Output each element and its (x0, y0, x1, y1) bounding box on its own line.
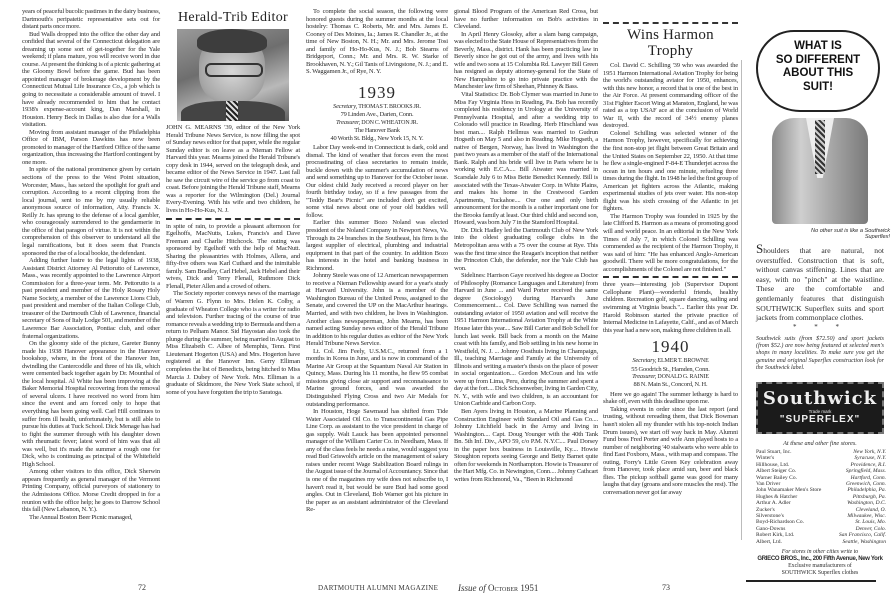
store-city: Hartford, Conn. (850, 474, 886, 481)
suit-illustration (768, 112, 872, 226)
secretary-name: THOMAS T. BROOKS JR. (358, 103, 421, 110)
southwick-label-logo (756, 382, 884, 434)
section-divider (166, 218, 300, 220)
secretary-name: ELMER T. BROWNE (657, 358, 709, 365)
col5-paragraph: three years—interesting job (Supervisor Dupont Cellophane Plant)—wonderful friends, healthy children. Recreation golf, square dancing, sailing and swimming at Virginia beach."... Earlier this year Dr. Harold Robinson started the private practice of Internal Medicine in Lafayette, Calif., and as of March this year had a new son, making three children in all. (603, 281, 738, 334)
col3-paragraph: Lt. Col. Jim Feely, U.S.M.C., returned from a 1 months in Korea in June, and is now in command of the Marine Air Group at the Squantum Naval Air Station in Quincy, Mass. During his 11 months, he flew 95 combat missions giving close air support and reconnaissance to Marine ground forces, and was awarded the Distinguished Flying Cross and two Air Medals for outstanding performance. (306, 347, 448, 408)
column-2 (166, 8, 300, 396)
secretary-label: Secretary, (632, 357, 657, 365)
col5-paragraph: Taking events in order since the last report (and trusting, without rereading them, that Dick Bowman hasn't stolen all my thunder with his top-notch Indian Drum issues), we start off way back in May. Alumni Fund boss Fred Porter and wife Ann played hosts to a number of neighboring '40 stalwarts who were able to find East Foxboro, Mass., with map and compass. The outing, Forry's Little Green Key celebration away from Hanover, took place amid sun, beer and black flies. The pickup softball game was good for many laughs that day (groans and sore muscles the rest). The conversation never got far away (603, 405, 738, 496)
col4-paragraph: Sidelines: Harrison Gaye received his degree as Doctor of Philosophy (Romance Languages and Literature) from Harvard in June ... and Ward Porter received the same degree (Sociology) during Harvard's June Commencement.... Col. Dave Schilling was named the outstanding aviator of 1950 aviation and will receive the 1951 Harmon International Aviation Trophy at the White House later this year.... Saw Bill Carter and Bob Schell for lunch last week. Bill back from a month on the Maine coast with his family, and Bob settling in his new home in Westfield, N. J. ... Johnny Oosthuis living in Champaign, Ill., teaching Marriage and Family at the University of Illinois and writing a master's thesis on the place of power in social organization.... Gordon McCoun and his wife were up from Lima, Peru, during the summer and spent a day at the fort.... Dick Schoenweber, living in Garden City, N. Y., with wife and two children, is an accountant for Union Carbide and Carbon Corp. (454, 272, 598, 408)
store-city: Cleveland, O. (855, 506, 886, 513)
column-1 (22, 8, 160, 521)
store-name: Robert Kirk, Ltd. (756, 532, 795, 539)
ad-body (756, 241, 884, 331)
treasurer-name: DON C. WHEATON JR. (361, 119, 418, 126)
store-name: Gano-Downs (756, 525, 786, 532)
ad-headline-line: ABOUT THIS (782, 67, 854, 79)
ad-footer (756, 549, 884, 577)
col1-paragraph: The Annual Boston Beer Picnic managed, (29, 513, 133, 521)
page-number-right: 73 (662, 583, 670, 592)
mearns-portrait-photo (177, 29, 289, 121)
class-officers-1939 (306, 103, 448, 142)
col3-paragraph: Labor Day week-end in Connecticut is dark, cold and dismal. The kind of weather that forces even the most procrastinating of class secretaries to remain inside, buckle down with the summer's accumulation of news and send something up to Hanover for the October issue. Our oldest child Judy received a record player on her fourth birthday today, so if a few passages from the "Teddy Bear's Picnic" are included don't get excited, some vital news about one of your old buddies will follow. (306, 143, 448, 219)
page-number-left: 72 (138, 583, 146, 592)
store-city: San Francisco, Calif. (838, 532, 886, 539)
treasurer-label: Treasurer, (336, 118, 361, 126)
column-3 (306, 8, 448, 514)
treasurer-org: The Hanover Bank (354, 127, 400, 135)
store-name: Arthur A. Adler (756, 500, 791, 507)
store-city: Washington, D.C. (847, 500, 886, 507)
ad-bottom-rule (746, 580, 876, 582)
store-city: Springfield, Mass. (845, 468, 886, 475)
section-divider (603, 22, 738, 24)
issue-prefix: Issue of (458, 583, 486, 593)
col2-paragraph: The Society reporter conveys news of the marriage of Warren G. Flynn to Mrs. Helen K. Colby, a graduate of Wheaton College who is a writer for radio and television. Further tracing of the course of true romance reveals a wedding trip to Bermuda and then a return to Pelham Manor. Sid Hayostan also took the plunge during the summer, being married in August to Miss Elizabeth C. Albee of Memphis, Tenn. First Lieutenant Hogerton (USA) and Mrs. Hogerton have registered at the Hanover Inn. Gerry Elliman completes the list of Benedicts, being hitched to Miss Marcia J. Dubey of New York. Mrs. Elliman is a graduate of Skidmore, the New York State school, if some of you have forgotten the trip to Saratoga. (166, 290, 300, 396)
ad-body-text: houlders that are natural, not overstuffed. Construction that is soft, without canvas stiffening. Lines that are easy, with no "pinch" at the waistline. These are the comfortable and gentlemanly features that distinguish SOUTHWICK Superflex suits and sport jackets from commonplace clothes. (756, 246, 884, 323)
col4-paragraph: Dr. Dick Hadley led the Dartmouth Club of New York into the oldest graduating college clubs in the Metropolitan area with a 75 over the course at Rye. This was the first time since the Reagan's inception that neither the Princeton Club, the defender, nor the Yale Club has won. (454, 226, 598, 272)
other-cities-note: For stores in other cities write to (781, 549, 859, 555)
magazine-name: DARTMOUTH ALUMNI MAGAZINE (318, 584, 439, 592)
store-name: Van Driver (756, 481, 781, 488)
col1-paragraph: Adding further lustre to the legal lights of 1938, Assistant District Attorney Al Pettorutto of Lawrence, Mass., was recently appointed to the Lawrence Airport Commission for a three-year term. Mr. Pettorutto is a past president and member of the Holy Rosary Holy Name Society, a member of the Lawrence Lions Club, past president and member of the Italian College Club, treasurer of the Dartmouth Club of Lawrence, financial secretary of Sons of Italy Lodge 501, and member of the Lawrence Bar Association, Pontiac club, and other fraternal organizations. (22, 257, 160, 340)
store-name: Zucker's (756, 506, 775, 513)
treasurer-name: DONALD G. RAINIE (657, 373, 709, 380)
southwick-advertisement (742, 0, 896, 600)
store-city: Syracuse, N.Y. (854, 455, 886, 462)
col3-paragraph: In Houston, Hoge Sawmaud has shifted from Tide Water Associated Oil Co. to Transcontinental Gas Pipe Line Corp. as assistant to the vice president in charge of gas supply. Walt Lauck has been appointed personnel manager of the William Carter Co. in Needham, Mass. If any of the class feels he needs a raise, would suggest you read Bud Griswold's article on the management of salary raises under recent Wage Stabilization Board rulings in the August issue of the Journal of Accountancy. Since that is one of the magazines my wife does not subscribe to, I haven't read it, but would be sure Bud had some good angles. Out in Cleveland, Bob Warner got his picture in the paper as an assistant administrator of the Cleveland Re- (306, 408, 448, 514)
store-city: Seattle, Washington (842, 538, 886, 545)
treasurer-label: Treasurer, (632, 372, 657, 380)
column-5 (603, 8, 738, 496)
store-city: Providence, R.I. (850, 461, 886, 468)
ad-image-caption: No other suit is like a Southwick Superflex! (811, 228, 890, 241)
store-name: Albert, Ltd. (756, 538, 782, 545)
store-row (756, 539, 886, 545)
col1-paragraph: years of peaceful bucolic pastimes in the dairy business, Dartmouth's peripatetic representative sets out for distant parts once more. (22, 8, 160, 31)
secretary-address: 79 Linden Ave., Darien, Conn. (340, 111, 414, 119)
company-name: GRIECO BROS., Inc., 200 Fifth Avenue, New York (757, 556, 883, 562)
store-name: Silverstone's (756, 513, 784, 520)
harmon-heading: Wins Harmon Trophy (627, 27, 714, 59)
col1-paragraph: Among other visitors to this office, Dick Sherwin appears frequently as general manager of the Vermont Printing Company, official purveyors of stationery to the Admissions Office. Morse Credit dropped in for a reunion with the office help; he goes to Darrow School this fall (New Lebanon, N. Y.). (22, 468, 160, 514)
ad-stars: * * * (793, 322, 847, 331)
col4-paragraph: Ben Ayers living in Houston, a Marine Planning and Construction Engineer with Standard Oil and Gas Co.... Johnny Litchfield back in the Army and living in Washington.... Capt. Doug Younger with the 40th Tank Bn. 5th Inf. Div., APO 59, c/o P.M. N.Y.C.... Paul Dorsey in the paper box business in Louisville, Ky.... Howie Stoughton reports seeing George and Betty Barnet quite often for weekends in Northampton. Howie is Treasurer of the Hart Mfg. Co. in Newington, Conn.... Johnny Cathcart writes from Richmond, Va., "Been in Richmond (454, 407, 598, 483)
ad-headline-line: SO DIFFERENT (775, 53, 861, 66)
ad-headline-line: WHAT IS (794, 40, 842, 52)
class-year-1940: 1940 (651, 337, 690, 357)
harmon-paragraph: The Harmon Trophy was founded in 1925 by the late Clifford B. Harmon as a means of promoting good will and world peace. In an editorial in the New York Times of July 7, in which Colonel Schilling was commended as the recipient of the Harmon Trophy, it was said of him: "He has enhanced Anglo-American goodwill. There will be more congratulations, for the accomplishments of the Colonel are not finished." (603, 212, 738, 273)
store-name: Albert Steiger Co. (756, 468, 797, 475)
store-city: Philadelphia, Pa. (847, 487, 886, 494)
store-city: St. Louis, Mo. (855, 519, 886, 526)
col4-paragraph: In April Henry Glosoky, after a slam bang campaign, was elected to the State House of Representatives from the Beverly, Mass., district. Hank has been practicing law in Beverly since he got out of the army, and lives with his wife and two sons at 15 Columbia Rd. Lawyer Bill Green has resigned as deputy attorney-general for the State of New Hampshire to go into private practice with the Manchester law firm of Sheehan, Phinney & Bass. (454, 30, 598, 91)
store-city: Denver, Colo. (855, 525, 886, 532)
store-city: Milwaukee, Wisc. (847, 513, 886, 520)
store-name: Paul Stuart, Inc. (756, 449, 792, 455)
herald-heading: Herald-Trib Editor (178, 10, 288, 25)
ad-small-print: Southwick suits (from $72.50) and sport jackets (from $52.) are now being featured at selected men's shops in many localities. To make sure you get the genuine and original Superflex construction look for the Southwick label. (756, 336, 884, 371)
section-divider (603, 276, 738, 278)
col1-paragraph: In spite of the national prominence given by certain sections of the press to the West Point situation, Worcester, Mass., has seized the spotlight for graft and corruption. According to a recent clipping from the local journal, sent to me by my usually reliable anonymous source of information, Atty. Francis X. Reilly Jr. has sprung to the defense of a local gambler, who courageously surrendered to the gendarmerie in the office of that paragon of virtue. It is not within the comprehension of this observer to understand all the legal ramifications, but it does seem that Francis sponsored the rise of a local bookie, the defendant. (22, 166, 160, 257)
col1-paragraph: Bud Walls dropped into the office the other day and confided that several of the Connecticut delegation are dreaming up some sort of get-together for the Yale weekend; if plans mature, you will receive word in due course. At present the thinking is of a picnic gathering at the Gloomy Bowl before the game. Bud has been appointed manager of brokerage development by the Connecticut Mutual Life Insurance Co., a job which is going to necessitate a considerable amount of travel. I have already recommended to him that he contact 1938's expense-account king, Dan Marshall, in Houston. Henry Beck in Dallas is also due for a Walls visitation. (22, 30, 160, 129)
issue-date (458, 583, 538, 593)
col3-paragraph: Johnny Steele was one of 12 American newspapermen to receive a Nieman Fellowship award for a year's study at Harvard University. John is a member of the Washington Bureau of the United Press, assigned to the Senate, and covered the UP on the MacArthur hearings. Married, and with two children, he lives in Washington. Another class newspaperman, John Mearns, has been named acting Sunday news editor of the Herald Tribune in addition to his regular duties as editor of the New York Herald Tribune News Service. (306, 272, 448, 348)
store-city: Greenwich, Conn. (846, 481, 886, 488)
column-4 (454, 8, 598, 483)
store-name: Hughes & Hatcher (756, 493, 798, 500)
store-city: New York, N.Y. (853, 449, 886, 455)
ad-body-initial: S (756, 241, 764, 256)
secretary-label: Secretary, (333, 102, 358, 110)
col4-paragraph: Vital Statistics: Dr. Bob Clymer was married in June to Miss Fay Virginia Hess in Reading, Pa. Bob has recently completed his residency in Urology at the University of Pennsylvania Hospital, and after a wedding trip to Colorado will practice in Reading. Herb Hirschland was best man.... Ralph Hellmus was married to Gudrun Hogseth on May 5 and also in Reading. Mike Hogseth, a native of Bergen, Norway, has lived in Washington the past two years as a member of the staff of the International Bank. Ralph and his bride will live in Paris where he is working with E.C.A.... Bill Atwater was married in Scarsdale July 6 to Miss Bette Benedict Kennedy. Bill is associated with the Texas-Atwater Corp. in White Plains, and makes his home in the Crestwood Garden Apartments, Tuckahoe.... Our one and only birth announcement for the month is a rather important one for the Brooks family at least. Our third child and second son, Howard, was born July 7 in the Stamford Hospital. (454, 91, 598, 227)
store-name: Warner Bailey Co. (756, 474, 797, 481)
herald-paragraph: JOHN G. MEARNS '39, editor of the New York Herald Tribune News Service, is now filling the spot of Sunday news editor for that paper, while the regular Sunday editor is on leave as a Nieman Fellow at Harvard this year. Mearns joined the Herald Tribune's copy desk in 1944, served on the telegraph desk, and became editor of the News Service in 1947. Last fall he saw the circuit wire of the service go from coast to coast. Before joining the Herald Tribune staff, Mearns was a reporter for the Wilmington (Del.) Journal Every-Evening. With his wife and two children, he lives in Ho-Ho-Kus, N. J. (166, 124, 300, 215)
store-name: John Wanamaker Men's Store (756, 487, 822, 494)
col1-paragraph: On the gloomy side of the picture, Gareter Bunny made his 1938 Hanover appearance in the Hanover bookshop, where, in the front of the Hanover Inn, dwindling the Cantercoddle and three of his ilk, which were cemented back together again by Dr. Mounthal of the local hospital. Al White has been improving at the Baker Memorial Hospital recovering from the removal of several ulcers. I have received no word from him since the event and am forced only to hope that everything has been going well. Carl Hill continues to suffer from ill health, unfortunately, but is still able to pursue his duties at Tuck School. Dick Menage has had to fight the summer through with his daughter down with rheumatic fever; latest word of him was that all was well, but it's made the summer a rough one for Dick, who is continuing as principal of the Whitefield High School. (22, 340, 160, 468)
store-list (756, 449, 886, 545)
class-officers-1940 (603, 357, 738, 389)
store-city: Pittsburgh, Pa. (852, 493, 886, 500)
manufacturer-line: Exclusive manufacturers of (788, 563, 852, 569)
col2-paragraph: in spite of rain, to provide a pleasant afternoon for Egelhoffs, MacNutts, Lukes, Francis's and Dave Freeman and Charlie Hitchcock. The outing was sponsored by Egelhoff with the help of MacNutt. Sharing the pleasantries with Holmes, Allens, and fifty-five others was Karl Cuthard and the inimitable family. Sam Bradley, Carl Hebel, Jack Hebel and their wives, Dick and Terry Flenall, Ruthmore Dick Flenall, Pieter Allen and a crowd of others. (166, 222, 300, 290)
harmon-paragraph: Colonel Schilling was selected winner of the Harmon Trophy, however, specifically for achieving the first non-stop jet flight between Great Britain and the United States on September 22, 1950. At that time he flew a single-engined F-84-E Thunderjet across the ocean in ten hours and one minute, refueling three times during the flight. In 1948 he led the first group of American jet fighters across the Atlantic, making experimental studies of jets over water. His non-stop flight was his sixth crossing of the Atlantic in jet fighters. (603, 129, 738, 213)
store-name: Winter's (756, 455, 775, 462)
col1-paragraph: Moving from assistant manager of the Philadelphia Office of IBM, Parson Dawkins has now been promoted to manager of the Hartford Office of the same organization, thus increasing the Hartford contingent by one more. (22, 128, 160, 166)
col5-paragraph: Here we go again! The summer lethargy is hard to shake off, even with this deadline upon me. (603, 390, 738, 406)
ad-headline-bubble (756, 30, 880, 112)
ad-headline-line: SUIT! (802, 80, 834, 93)
issue-month: October (488, 583, 519, 593)
harmon-paragraph: Col. David C. Schilling '39 who was awarded the 1951 Harmon International Aviation Trophy for being the world's outstanding aviator for 1950, enhances, with this new honor, a record that is one of the best in the Air Force. At present commanding officer of the 31st Fighter Escort Wing at Manston, England, he was rated as a top USAF ace at the conclusion of World War II, with the record of 34½ enemy planes destroyed. (603, 62, 738, 130)
col3-intro: To complete the social season, the following were honored guests during the summer months at the local hostelry: Thomas C. Roberts, Mr. and Mrs. James E. Cooney of Des Moines, Ia.; James R. Chandler Jr., at the time of New Boston, N. H.; Mr. and Mrs. Jerome Tosi and family of Ho-Ho-Kus, N. J.; Bob Stearns of Bridgeport, Conn.; Mr. and Mrs. R. W. Starke of Brookhaven, N. Y.; Gil Tanis of Livingstone, N. J.; and E. S. Waggamen Jr., of Rye, N. Y. (306, 8, 448, 76)
col3-paragraph: Earlier this summer Bozo Noland was elected president of the Noland Company in Newport News, Va. Through its 24 branches in the Southeast, his firm is the largest supplier of electrical, plumbing and industrial equipment in that part of the country. In addition Bozo has interests in the hotel and banking business in Richmond. (306, 219, 448, 272)
treasurer-address: 88 N. Main St., Concord, N. H. (633, 381, 708, 389)
treasurer-address: 40 Worth St. Bldg., New York 15, N. Y. (330, 134, 424, 142)
class-year-1939: 1939 (358, 82, 396, 102)
col4-paragraph: gional Blood Program of the American Red Cross, but have no further information on Bob's activities in Cleveland. (454, 8, 598, 31)
label-trademark: Trade mark (808, 409, 832, 414)
store-name: Hillhouse, Ltd. (756, 461, 790, 468)
label-product: "SUPERFLEX" (779, 414, 861, 425)
store-name: Boyd-Richardson Co. (756, 519, 804, 526)
issue-year: 1951 (520, 583, 539, 593)
label-brand: Southwick (762, 388, 878, 409)
secretary-address: 55 Goodrich St., Hamden, Conn. (631, 365, 710, 373)
stores-title: At these and other fine stores. (783, 440, 857, 447)
manufacturer-line: SOUTHWICK Superflex clothes (781, 570, 859, 576)
